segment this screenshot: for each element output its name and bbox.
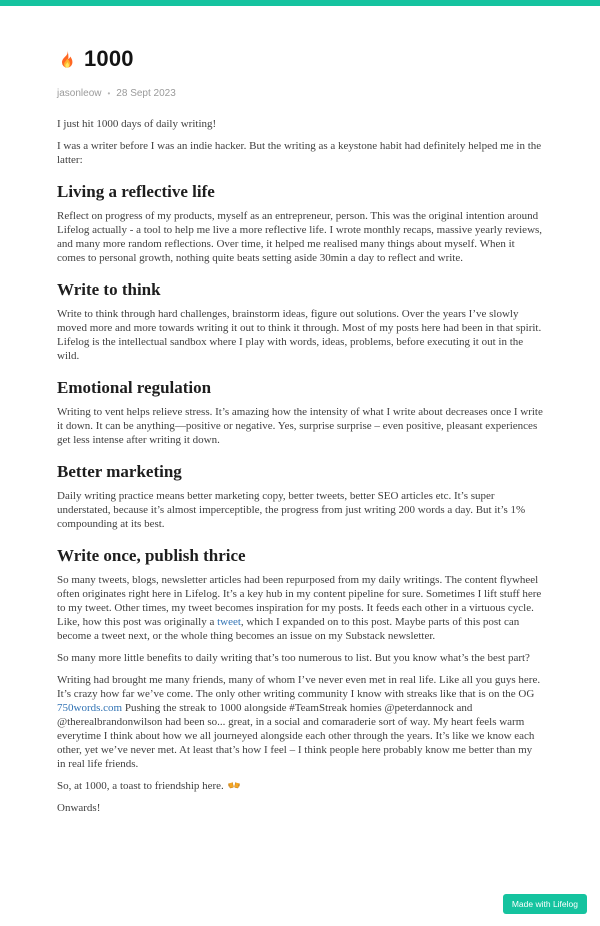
inline-link[interactable]: tweet bbox=[217, 616, 241, 628]
paragraph bbox=[57, 307, 543, 363]
paragraph bbox=[57, 651, 543, 665]
section-heading: Write once, publish thrice bbox=[57, 546, 246, 565]
author-link[interactable]: jasonleow bbox=[57, 88, 102, 99]
paragraph bbox=[57, 489, 543, 531]
inline-link[interactable]: 750words.com bbox=[57, 702, 123, 714]
text-run: So many tweets, blogs, newsletter articles had been repurposed from my daily writings. The content flywheel often originates right here in Lifelog. It’s a key hub in my content pipeline for sure. Sometimes I lift stuff here to my tweet. Other times, my tweet becomes inspiration for my posts. It feeds each other in a virtuous cycle. Like, how this post was originally a bbox=[57, 574, 542, 628]
paragraph bbox=[57, 801, 543, 815]
paragraph bbox=[57, 779, 543, 793]
text-run: I just hit 1000 days of daily writing! bbox=[57, 118, 217, 130]
paragraph bbox=[57, 209, 543, 265]
text-run: , which I expanded on to this post. Maybe parts of this post can become a tweet next, or the whole thing becomes an issue on my Substack newsletter. bbox=[57, 616, 520, 642]
fire-icon bbox=[57, 49, 77, 69]
text-run: So many more little benefits to daily writing that’s too numerous to list. But you know what’s the best part? bbox=[57, 652, 530, 664]
paragraph bbox=[57, 117, 543, 131]
post-container bbox=[0, 6, 600, 815]
article-body bbox=[57, 117, 543, 815]
text-run: Reflect on progress of my products, myself as an entrepreneur, person. This was the original intention around Lifelog actually - a tool to help me live a more reflective life. I wrote monthly recaps, massive yearly reviews, and many more random reflections. Over time, it helped me realised many things about myself. When it comes to personal growth, nothing quite beats setting aside 30min a day to reflect and write. bbox=[57, 210, 543, 264]
paragraph bbox=[57, 405, 543, 447]
text-run: So, at 1000, a toast to friendship here. bbox=[57, 780, 227, 792]
section-heading: Write to think bbox=[57, 280, 161, 299]
text-run: Writing to vent helps relieve stress. It’s amazing how the intensity of what I write about decreases once I write it down. It can be anything—positive or negative. Yes, surprise surprise – even positive, pleasant experiences get less intense after writing it down. bbox=[57, 406, 543, 446]
text-run: Onwards! bbox=[57, 802, 101, 814]
text-run: Daily writing practice means better marketing copy, better tweets, better SEO articles etc. It’s super understated, because it’s almost imperceptible, the progress from just writing 200 words a day. But it’s 1% compounding at its best. bbox=[57, 490, 526, 530]
section-heading: Living a reflective life bbox=[57, 182, 215, 201]
section-heading: Better marketing bbox=[57, 462, 182, 481]
made-with-lifelog-button[interactable]: Made with Lifelog bbox=[503, 894, 587, 915]
text-run: Writing had brought me many friends, many of whom I’ve never even met in real life. Like all you guys here. It’s crazy how far we’ve come. The only other writing community I know with streaks like that is on the OG bbox=[57, 674, 541, 700]
clinking-beer-mugs-icon bbox=[228, 779, 240, 790]
paragraph bbox=[57, 139, 543, 167]
meta-separator-dot: • bbox=[107, 89, 111, 98]
text-run: I was a writer before I was an indie hacker. But the writing as a keystone habit had definitely helped me in the latter: bbox=[57, 140, 542, 166]
page-title bbox=[57, 46, 543, 72]
text-run: Write to think through hard challenges, brainstorm ideas, figure out solutions. Over the years I’ve slowly moved more and more towards writing it out to think it through. Most of my posts here had been in that spirit. Lifelog is the intellectual sandbox where I play with words, ideas, problems, before executing it out in the wild. bbox=[57, 308, 542, 362]
paragraph bbox=[57, 673, 543, 771]
section-heading: Emotional regulation bbox=[57, 378, 212, 397]
paragraph bbox=[57, 573, 543, 643]
page-title-text: 1000 bbox=[84, 46, 134, 71]
post-date: 28 Sept 2023 bbox=[116, 88, 176, 99]
post-meta bbox=[57, 88, 543, 99]
text-run: Pushing the streak to 1000 alongside #TeamStreak homies @peterdannock and @therealbrandonwilson had been so... great, in a social and comaraderie sort of way. My heart feels warm everytime I think about how we all journeyed alongside each other through the years. It’s like we know each other, yet we’ve never met. At least that’s how I feel – I think people here probably know me better than my in real life friends. bbox=[57, 702, 535, 770]
